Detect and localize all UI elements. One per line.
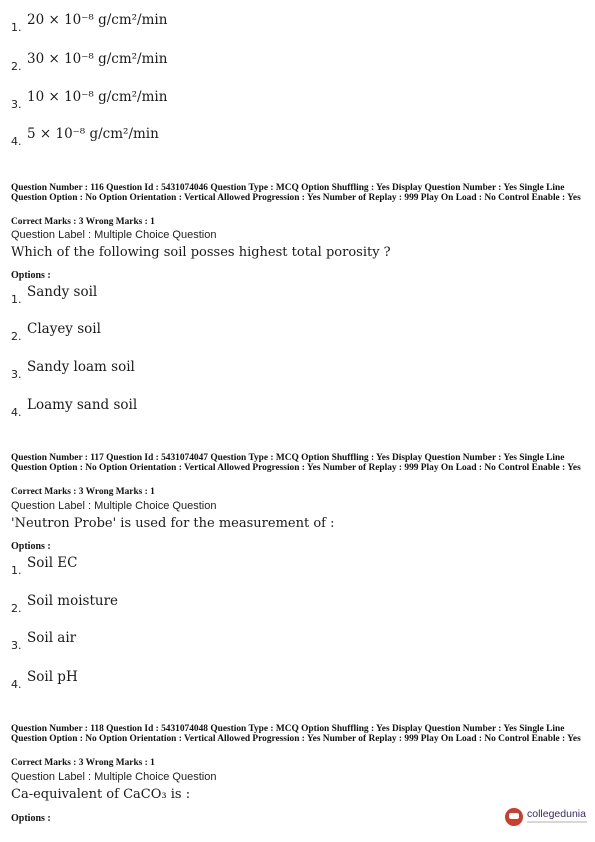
option-text: 5 × 10⁻⁸ g/cm²/min [27, 126, 159, 142]
option-row [11, 397, 571, 425]
option-row [11, 284, 571, 312]
option-text: Clayey soil [27, 321, 101, 337]
option-number: 3. [11, 639, 22, 652]
question-marks: Correct Marks : 3 Wrong Marks : 1 [11, 217, 155, 227]
option-number: 3. [11, 98, 22, 111]
question-meta: Question Number : 116 Question Id : 5431074046 Question Type : MCQ Option Shuffling : Yes Display Question Number : Yes Single Line Question Option : No Option Orientation : Vertical Allowed Progression : Yes Number of Replay : 999 Play On Load : No Control Enable : Yes [11, 183, 581, 203]
collegedunia-logo [505, 806, 587, 830]
logo-tagline [527, 821, 587, 823]
option-row [11, 321, 571, 349]
question-meta: Question Number : 117 Question Id : 5431074047 Question Type : MCQ Option Shuffling : Yes Display Question Number : Yes Single Line Question Option : No Option Orientation : Vertical Allowed Progression : Yes Number of Replay : 999 Play On Load : No Control Enable : Yes [11, 453, 581, 473]
option-number: 2. [11, 330, 22, 343]
option-text: 30 × 10⁻⁸ g/cm²/min [27, 51, 168, 67]
question-marks: Correct Marks : 3 Wrong Marks : 1 [11, 487, 155, 497]
option-text: 20 × 10⁻⁸ g/cm²/min [27, 12, 168, 28]
options-heading: Options : [11, 541, 51, 552]
option-row [11, 555, 571, 583]
question-label: Question Label : Multiple Choice Question [11, 229, 217, 241]
option-text: Soil EC [27, 555, 78, 571]
option-number: 1. [11, 293, 22, 306]
logo-mark-icon [505, 808, 523, 826]
option-text: Loamy sand soil [27, 397, 138, 413]
question-marks: Correct Marks : 3 Wrong Marks : 1 [11, 758, 155, 768]
option-number: 4. [11, 406, 22, 419]
option-text: 10 × 10⁻⁸ g/cm²/min [27, 89, 168, 105]
option-row [11, 126, 571, 154]
option-text: Sandy soil [27, 284, 98, 300]
question-text: Ca-equivalent of CaCO₃ is : [11, 787, 191, 802]
option-row [11, 630, 571, 658]
option-row [11, 593, 571, 621]
option-text: Soil pH [27, 669, 78, 685]
option-row [11, 51, 571, 79]
logo-name: collegedunia [527, 808, 586, 820]
option-row [11, 89, 571, 117]
option-text: Sandy loam soil [27, 359, 135, 375]
option-text: Soil air [27, 630, 77, 646]
option-row [11, 669, 571, 697]
option-number: 2. [11, 602, 22, 615]
question-label: Question Label : Multiple Choice Question [11, 771, 217, 783]
question-meta: Question Number : 118 Question Id : 5431074048 Question Type : MCQ Option Shuffling : Yes Display Question Number : Yes Single Line Question Option : No Option Orientation : Vertical Allowed Progression : Yes Number of Replay : 999 Play On Load : No Control Enable : Yes [11, 724, 581, 744]
option-row [11, 12, 571, 40]
option-number: 4. [11, 135, 22, 148]
options-heading: Options : [11, 813, 51, 824]
question-text: 'Neutron Probe' is used for the measurement of : [11, 516, 335, 531]
question-text: Which of the following soil posses highest total porosity ? [11, 245, 391, 260]
option-row [11, 359, 571, 387]
option-number: 1. [11, 564, 22, 577]
option-number: 2. [11, 60, 22, 73]
options-heading: Options : [11, 270, 51, 281]
question-label: Question Label : Multiple Choice Question [11, 500, 217, 512]
option-number: 1. [11, 21, 22, 34]
option-number: 3. [11, 368, 22, 381]
option-number: 4. [11, 678, 22, 691]
option-text: Soil moisture [27, 593, 119, 609]
